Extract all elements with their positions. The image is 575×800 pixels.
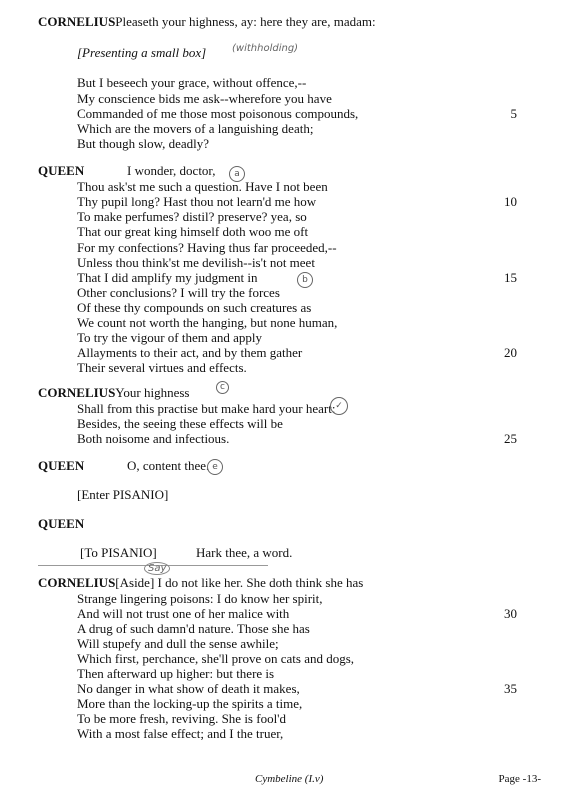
verse-line: Besides, the seeing these effects will be: [77, 416, 283, 431]
verse-line: No danger in what show of death it makes,: [77, 681, 300, 696]
speech-line: O, content thee.: [127, 458, 210, 473]
verse-line: Unless thou think'st me devilish--is't not meet: [77, 255, 315, 270]
annotation-circle: e: [207, 459, 223, 475]
verse-line: More than the locking-up the spirits a time,: [77, 696, 303, 711]
speech-line: I wonder, doctor,: [127, 163, 216, 178]
verse-line: Will stupefy and dull the sense awhile;: [77, 636, 279, 651]
verse-line: Commanded of me those most poisonous compounds,: [77, 106, 359, 121]
verse-line: With a most false effect; and I the truer,: [77, 726, 284, 741]
line-number: 20: [504, 345, 517, 360]
verse-line: Strange lingering poisons: I do know her spirit,: [77, 591, 323, 606]
stage-direction: [To PISANIO]: [80, 545, 157, 560]
annotation-circle: a: [229, 166, 245, 182]
verse-line: Thy pupil long? Hast thou not learn'd me how: [77, 194, 317, 209]
speaker-queen: [38, 458, 84, 474]
speech-line: Hark thee, a word.: [196, 545, 293, 560]
verse-line: Shall from this practise but make hard your heart:: [77, 401, 336, 416]
verse-line: But though slow, deadly?: [77, 136, 210, 151]
speaker-cornelius: [38, 385, 189, 401]
verse-line: Other conclusions? I will try the forces: [77, 285, 280, 300]
speaker-name: CORNELIUS: [38, 385, 116, 400]
line-number: 25: [504, 431, 517, 446]
checkmark-icon: ✓: [330, 397, 348, 415]
annotation-circle: b: [297, 272, 313, 288]
verse-line: Thou ask'st me such a question. Have I not been: [77, 179, 328, 194]
verse-line: Both noisome and infectious.: [77, 431, 230, 446]
speaker-queen: [38, 516, 84, 532]
stage-direction: [Presenting a small box]: [77, 45, 207, 60]
footer-title: Cymbeline (I.v): [255, 773, 324, 785]
verse-line: Their several virtues and effects.: [77, 360, 247, 375]
verse-line: To try the vigour of them and apply: [77, 330, 263, 345]
verse-line: That I did amplify my judgment in: [77, 270, 258, 285]
speech-line: [Aside] I do not like her. She doth think she has: [115, 575, 364, 590]
speech-line: Your highness: [115, 385, 190, 400]
verse-line: To make perfumes? distil? preserve? yea, so: [77, 209, 307, 224]
verse-line: Which are the movers of a languishing death;: [77, 121, 314, 136]
verse-line: To be more fresh, reviving. She is fool'd: [77, 711, 287, 726]
stage-direction: [Enter PISANIO]: [77, 487, 169, 502]
handwritten-note: Say: [144, 562, 170, 575]
speaker-cornelius: [38, 14, 376, 30]
verse-line: And will not trust one of her malice with: [77, 606, 290, 621]
verse-line: Of these thy compounds on such creatures as: [77, 300, 312, 315]
verse-line: My conscience bids me ask--wherefore you have: [77, 91, 332, 106]
speech-line: Pleaseth your highness, ay: here they are, madam:: [115, 14, 376, 29]
page-number: Page -13-: [498, 773, 541, 785]
speaker-name: CORNELIUS: [38, 14, 116, 29]
verse-line: For my confections? Having thus far proceeded,--: [77, 240, 337, 255]
speaker-name: QUEEN: [38, 163, 85, 178]
verse-line: We count not worth the hanging, but none human,: [77, 315, 338, 330]
speaker-name: QUEEN: [38, 458, 85, 473]
speaker-queen: [38, 163, 84, 179]
line-number: 15: [504, 270, 517, 285]
line-number: 30: [504, 606, 517, 621]
line-number: 10: [504, 194, 517, 209]
line-number: 35: [504, 681, 517, 696]
verse-line: Allayments to their act, and by them gather: [77, 345, 303, 360]
verse-line: Which first, perchance, she'll prove on cats and dogs,: [77, 651, 355, 666]
speaker-name: QUEEN: [38, 516, 85, 531]
verse-line: Then afterward up higher: but there is: [77, 666, 275, 681]
speaker-cornelius: [38, 575, 363, 591]
handwritten-note: (withholding): [232, 43, 299, 54]
verse-line: A drug of such damn'd nature. Those she has: [77, 621, 310, 636]
annotation-circle: c: [216, 381, 229, 394]
line-number: 5: [510, 106, 517, 121]
speaker-name: CORNELIUS: [38, 575, 116, 590]
verse-line: But I beseech your grace, without offence,--: [77, 75, 307, 90]
verse-line: That our great king himself doth woo me oft: [77, 224, 309, 239]
